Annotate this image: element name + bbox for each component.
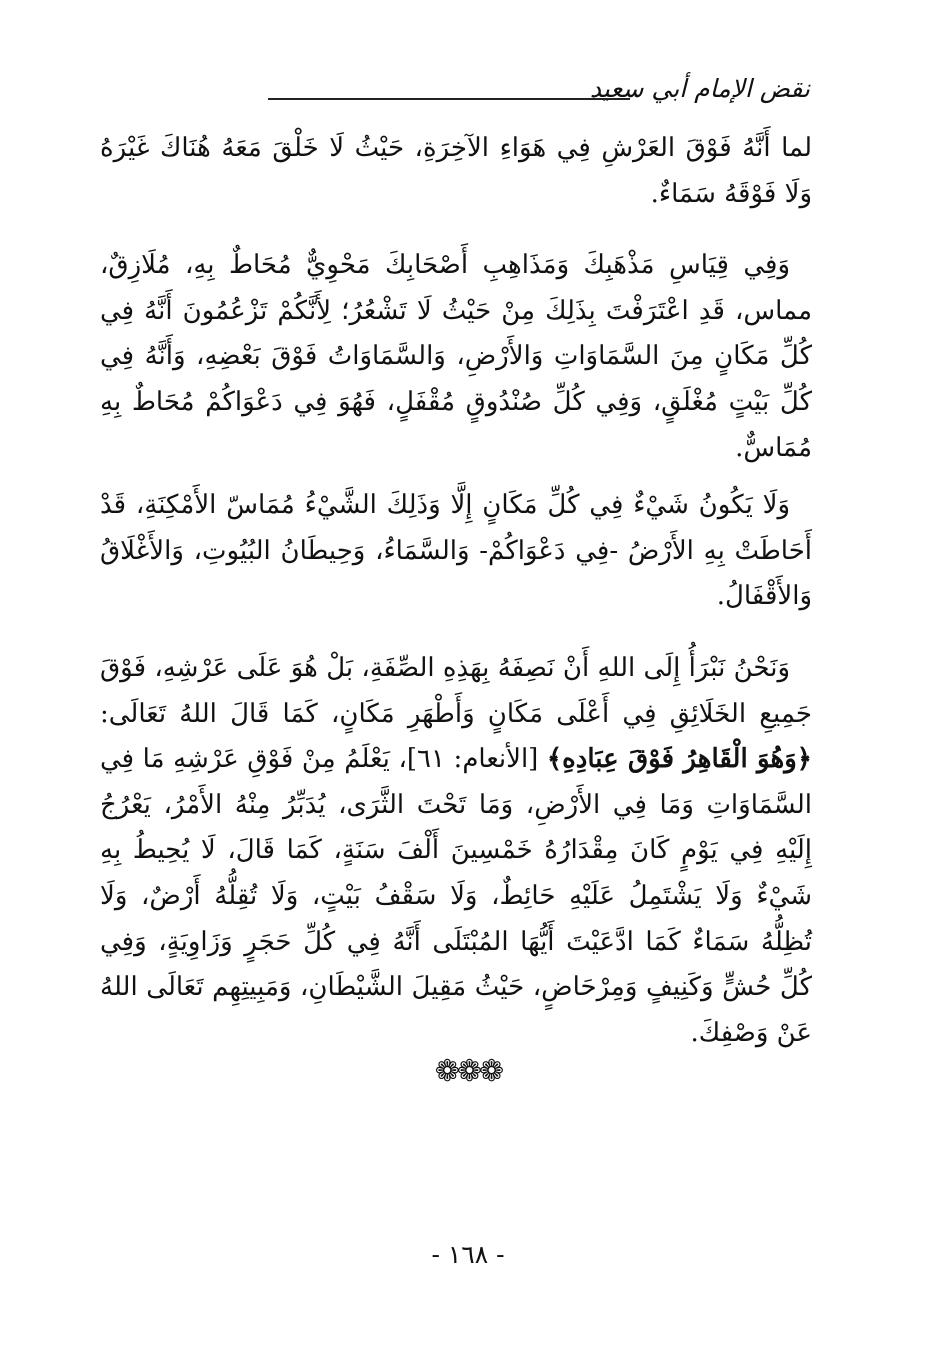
- paragraph-4-text-before: وَنَحْنُ نَبْرَأُ إِلَى اللهِ أَنْ نَصِفَهُ بِهَذِهِ الصِّفَةِ، بَلْ هُوَ عَلَى عَرْشِهِ، فَوْقَ جَمِيعِ الخَلَائِقِ فِي أَعْلَى مَكَانٍ وَأَطْهَرِ مَكَانٍ، كَمَا قَالَ اللهُ تَعَالَى:: [100, 652, 812, 729]
- paragraph-4-text-after: [الأنعام: ٦١]، يَعْلَمُ مِنْ فَوْقِ عَرْشِهِ مَا فِي السَّمَاوَاتِ وَمَا فِي الأَرْضِ، وَمَا تَحْتَ الثَّرَى، يُدَبِّرُ مِنْهُ الأَمْرُ، يَعْرُجُ إِلَيْهِ فِي يَوْمٍ كَانَ مِقْدَارُهُ خَمْسِينَ أَلْفَ سَنَةٍ، كَمَا قَالَ، لَا يُحِيطُ بِهِ شَيْءٌ وَلَا يَشْتَمِلُ عَلَيْهِ حَائِطٌ، وَلَا سَقْفُ بَيْتٍ، وَلَا تُقِلُّهُ أَرْضٌ، وَلَا تُظِلُّهُ سَمَاءٌ كَمَا ادَّعَيْتَ أَيُّهَا المُبْتَلَى أَنَّهُ فِي كُلِّ حَجَرٍ وَزَاوِيَةٍ، وَفِي كُلِّ حُشٍّ وَكَنِيفٍ وَمِرْحَاضٍ، حَيْثُ مَقِيلَ الشَّيْطَانِ، وَمَبِيتِهِم تَعَالَى اللهُ عَنْ وَصْفِكَ.: [100, 744, 812, 1048]
- paragraph-4: [100, 646, 812, 1056]
- paragraph-3-text: وَلَا يَكُونُ شَيْءٌ فِي كُلِّ مَكَانٍ إِلَّا وَذَلِكَ الشَّيْءُ مُمَاسّ الأَمْكِنَةِ، قَدْ أَحَاطَتْ بِهِ الأَرْضُ -فِي دَعْوَاكُمْ- وَالسَّمَاءُ، وَحِيطَانُ البُيُوتِ، وَالأَغْلَاقُ وَالأَقْفَالُ.: [100, 490, 812, 612]
- running-header: [268, 72, 810, 112]
- paragraph-2-text: وَفِي قِيَاسِ مَذْهَبِكَ وَمَذَاهِبِ أَصْحَابِكَ مَحْوِيٌّ مُحَاطٌ بِهِ، مُلَازِقٌ، مماس، قَدِ اعْتَرَفْتَ بِذَلِكَ مِنْ حَيْثُ لَا تَشْعُرُ؛ لِأَنَّكُمْ تَزْعُمُونَ أَنَّهُ فِي كُلِّ مَكَانٍ مِنَ السَّمَاوَاتِ وَالأَرْضِ، وَالسَّمَاوَاتُ فَوْقَ بَعْضِهِ، وَأَنَّهُ فِي كُلِّ بَيْتٍ مُغْلَقٍ، وَفِي كُلِّ صُنْدُوقٍ مُقْفَلٍ، فَهُوَ فِي دَعْوَاكُمْ مُحَاطٌ بِهِ مُمَاسٌّ.: [100, 250, 812, 463]
- main-text: [100, 126, 812, 1056]
- header-rule: [268, 98, 630, 100]
- running-title: نقض الإمام أبي سعيد: [589, 74, 810, 103]
- paragraph-1-text: لما أَنَّهُ فَوْقَ العَرْشِ فِي هَوَاءِ الآخِرَةِ، حَيْثُ لَا خَلْقَ مَعَهُ هُنَاكَ غَيْرَهُ وَلَا فَوْقَهُ سَمَاءٌ.: [100, 133, 812, 209]
- paragraph-1: [100, 126, 812, 217]
- quran-verse: ﴿وَهُوَ الْقَاهِرُ فَوْقَ عِبَادِهِ﴾: [546, 744, 812, 775]
- paragraph-2: [100, 243, 812, 471]
- section-ornament: ❁❁❁: [434, 1054, 502, 1089]
- page-number: - ١٦٨ -: [431, 1240, 505, 1269]
- paragraph-3: [100, 483, 812, 620]
